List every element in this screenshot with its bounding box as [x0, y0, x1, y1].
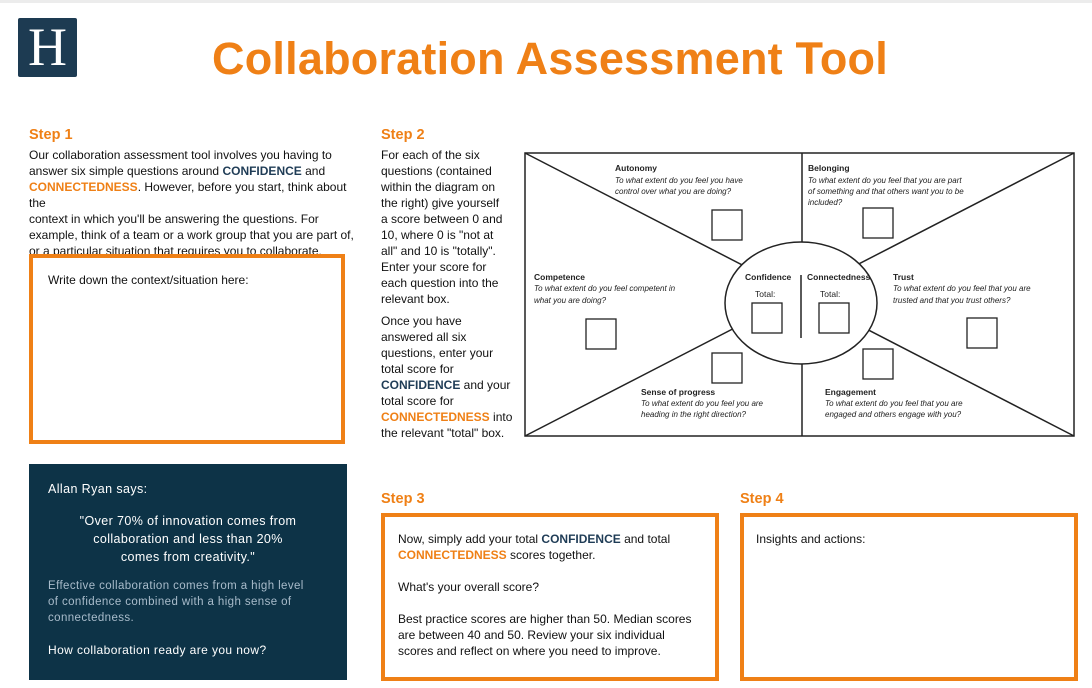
step1-line: context in which you'll be answering the questions. For: [29, 212, 319, 226]
engagement-title: Engagement: [825, 387, 877, 397]
belonging-question: included?: [808, 198, 843, 207]
step1-heading: Step 1: [29, 127, 73, 143]
competence-question: what you are doing?: [534, 296, 607, 305]
step2-instructions: For each of the six questions (contained within the diagram on the right) give yourself a score between 0 and 10, where 0 is "not at all" and 10 is "totally". Enter your score for each question into the relevant box. Once you have answered all six questions, enter your total score for CONFIDENCE and your total score for CONNECTEDNESS into the relevant "total" box.: [381, 148, 513, 440]
step2-heading: Step 2: [381, 127, 425, 143]
step1-line: example, think of a team or a work group that you are part of,: [29, 228, 354, 242]
confidence-total-label: Total:: [755, 289, 776, 299]
engagement-question: To what extent do you feel that you are: [825, 399, 963, 408]
quote-text: "Over 70% of innovation comes from collaboration and less than 20% comes from creativity.": [79, 514, 297, 564]
confidence-total-box[interactable]: [752, 303, 782, 333]
competence-question: To what extent do you feel competent in: [534, 284, 676, 293]
belonging-question: To what extent do you feel that you are part: [808, 176, 962, 185]
trust-question: To what extent do you feel that you are: [893, 284, 1031, 293]
step1-text: [29, 147, 359, 259]
step3-heading: Step 3: [381, 491, 425, 507]
quote-explanation: Effective collaboration comes from a high level of confidence combined with a high sense of connectedness.: [48, 580, 304, 624]
progress-question: heading in the right direction?: [641, 410, 746, 419]
context-box-label: Write down the context/situation here:: [48, 273, 249, 287]
competence-title: Competence: [534, 272, 586, 282]
engagement-question: engaged and others engage with you?: [825, 410, 962, 419]
step1-line: or a particular situation that requires you to collaborate.: [29, 244, 322, 258]
connectedness-total-label: Total:: [820, 289, 841, 299]
step1-line: Our collaboration assessment tool involves you having to: [29, 148, 332, 162]
step3-text: Now, simply add your total CONFIDENCE and total CONNECTEDNESS scores together. What's your overall score? Best practice scores are higher than 50. Median scores are between 40 and 50. Review your six individual scores and reflect on where you need to improve.: [398, 532, 692, 658]
trust-question: trusted and that you trust others?: [893, 296, 1011, 305]
autonomy-question: To what extent do you feel you have: [615, 176, 743, 185]
connectedness-label: Connectedness: [807, 272, 871, 282]
page-title: Collaboration Assessment Tool: [212, 33, 888, 84]
insights-label: Insights and actions:: [756, 532, 866, 546]
confidence-label: Confidence: [745, 272, 792, 282]
step1-line: CONNECTEDNESS. However, before you start, think about the: [29, 180, 347, 210]
quote-panel: [29, 464, 347, 680]
assessment-diagram: [524, 152, 1076, 438]
progress-title: Sense of progress: [641, 387, 716, 397]
progress-score-box[interactable]: [712, 353, 742, 383]
insights-box[interactable]: [740, 513, 1078, 681]
belonging-question: of something and that others want you to be: [808, 187, 964, 196]
trust-title: Trust: [893, 272, 914, 282]
autonomy-score-box[interactable]: [712, 210, 742, 240]
logo: H: [18, 18, 77, 77]
autonomy-question: control over what you are doing?: [615, 187, 732, 196]
top-rule: [0, 0, 1092, 3]
progress-question: To what extent do you feel you are: [641, 399, 764, 408]
connectedness-total-box[interactable]: [819, 303, 849, 333]
quote-intro: Allan Ryan says:: [48, 482, 148, 496]
autonomy-title: Autonomy: [615, 163, 658, 173]
step4-heading: Step 4: [740, 491, 784, 507]
engagement-score-box[interactable]: [863, 349, 893, 379]
context-box[interactable]: [29, 254, 345, 444]
trust-score-box[interactable]: [967, 318, 997, 348]
belonging-title: Belonging: [808, 163, 850, 173]
step1-line: answer six simple questions around CONFIDENCE and: [29, 164, 326, 178]
step3-box: [381, 513, 719, 681]
belonging-score-box[interactable]: [863, 208, 893, 238]
quote-question: How collaboration ready are you now?: [48, 643, 267, 657]
competence-score-box[interactable]: [586, 319, 616, 349]
